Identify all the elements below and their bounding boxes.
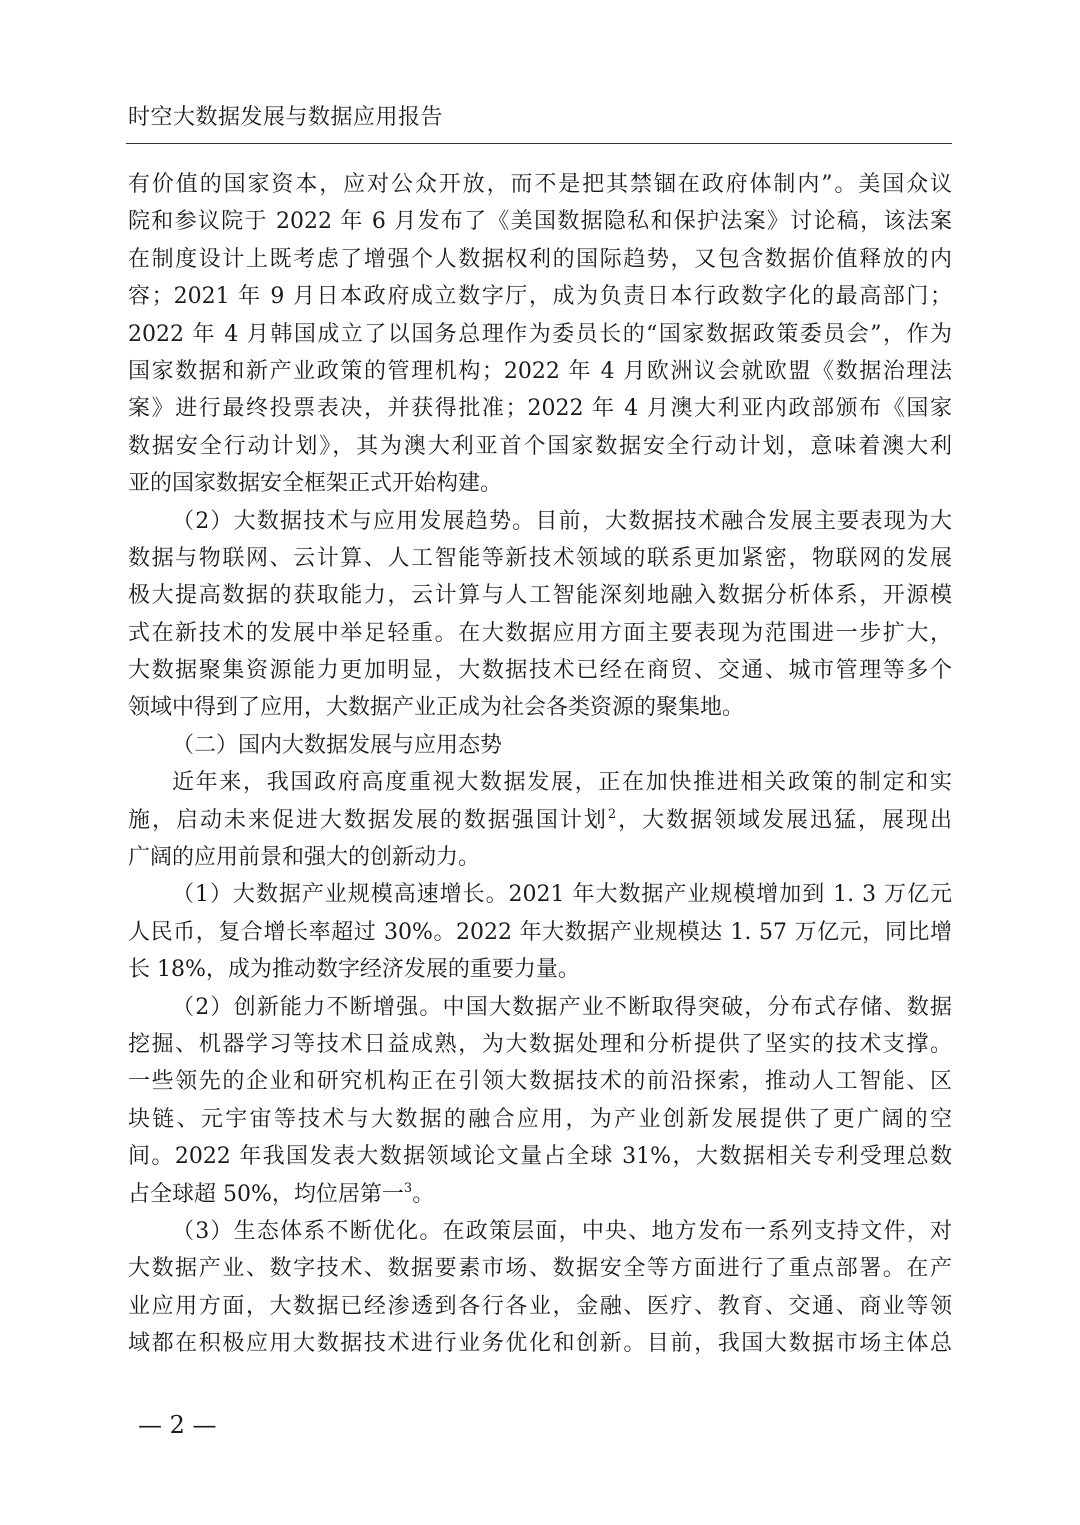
text-line: 大数据产业、数字技术、数据要素市场、数据安全等方面进行了重点部署。在产: [128, 1256, 952, 1282]
section-heading: （二）国内大数据发展与应用态势: [172, 732, 503, 758]
text-line: 亚的国家数据安全框架正式开始构建。: [128, 471, 503, 497]
text-line: 有价值的国家资本，应对公众开放，而不是把其禁锢在政府体制内”。美国众议: [128, 172, 952, 197]
text-line: 广阔的应用前景和强大的创新动力。: [128, 845, 481, 871]
text-line: 挖掘、机器学习等技术日益成熟，为大数据处理和分析提供了坚实的技术支撑。: [128, 1031, 952, 1057]
text-line: 领域中得到了应用，大数据产业正成为社会各类资源的聚集地。: [128, 695, 745, 721]
text-line: 间。2022 年我国发表大数据领域论文量占全球 31%，大数据相关专利受理总数: [128, 1144, 952, 1170]
text-line: 案》进行最终投票表决，并获得批准；2022 年 4 月澳大利亚内政部颁布《国家: [128, 396, 952, 422]
footnote-marker[interactable]: 3: [403, 1180, 413, 1196]
paragraph-first-line: （1）大数据产业规模高速增长。2021 年大数据产业规模增加到 1. 3 万亿元: [172, 882, 952, 908]
text-line: 2022 年 4 月韩国成立了以国务总理作为委员长的“国家数据政策委员会”，作为: [128, 321, 952, 347]
page-number: — 2 —: [138, 1411, 217, 1439]
text-line: 数据与物联网、云计算、人工智能等新技术领域的联系更加紧密，物联网的发展: [128, 545, 952, 571]
text-line: 人民币，复合增长率超过 30%。2022 年大数据产业规模达 1. 57 万亿元，同比增: [128, 919, 952, 945]
text-line: 数据安全行动计划》，其为澳大利亚首个国家数据安全行动计划，意味着澳大利: [128, 433, 952, 459]
text-line: 在制度设计上既考虑了增强个人数据权利的国际趋势，又包含数据价值释放的内: [128, 246, 952, 272]
text-line: 院和参议院于 2022 年 6 月发布了《美国数据隐私和保护法案》讨论稿，该法案: [128, 209, 952, 235]
text-line: 极大提高数据的获取能力，云计算与人工智能深刻地融入数据分析体系，开源模: [128, 583, 952, 609]
running-header: 时空大数据发展与数据应用报告: [128, 105, 444, 130]
text-line: 式在新技术的发展中举足轻重。在大数据应用方面主要表现为范围进一步扩大，: [128, 620, 952, 646]
paragraph-first-line: （3）生态体系不断优化。在政策层面，中央、地方发布一系列支持文件，对: [172, 1218, 952, 1244]
text-line: 业应用方面，大数据已经渗透到各行各业，金融、医疗、教育、交通、商业等领: [128, 1293, 952, 1319]
text-line: 块链、元宇宙等技术与大数据的融合应用，为产业创新发展提供了更广阔的空: [128, 1106, 952, 1132]
text-line: 占全球超 50%，均位居第一$^3$。: [128, 1180, 435, 1207]
text-line: 容；2021 年 9 月日本政府成立数字厅，成为负责日本行政数字化的最高部门；: [128, 284, 952, 310]
footnote-marker[interactable]: 2: [607, 806, 617, 822]
header-rule: [126, 143, 952, 144]
paragraph-first-line: （2）创新能力不断增强。中国大数据产业不断取得突破，分布式存储、数据: [172, 994, 952, 1020]
text-line: 长 18%，成为推动数字经济发展的重要力量。: [128, 957, 580, 983]
text-line: 施，启动未来促进大数据发展的数据强国计划$^2$，大数据领域发展迅猛，展现出: [128, 806, 952, 833]
paragraph-first-line: 近年来，我国政府高度重视大数据发展，正在加快推进相关政策的制定和实: [172, 770, 952, 796]
paragraph-first-line: （2）大数据技术与应用发展趋势。目前，大数据技术融合发展主要表现为大: [172, 508, 952, 534]
text-line: 国家数据和新产业政策的管理机构；2022 年 4 月欧洲议会就欧盟《数据治理法: [128, 358, 952, 384]
text-line: 域都在积极应用大数据技术进行业务优化和创新。目前，我国大数据市场主体总: [128, 1331, 952, 1357]
body-text: [128, 166, 952, 1363]
text-line: 大数据聚集资源能力更加明显，大数据技术已经在商贸、交通、城市管理等多个: [128, 658, 952, 684]
text-line: 一些领先的企业和研究机构正在引领大数据技术的前沿探索，推动人工智能、区: [128, 1069, 952, 1095]
